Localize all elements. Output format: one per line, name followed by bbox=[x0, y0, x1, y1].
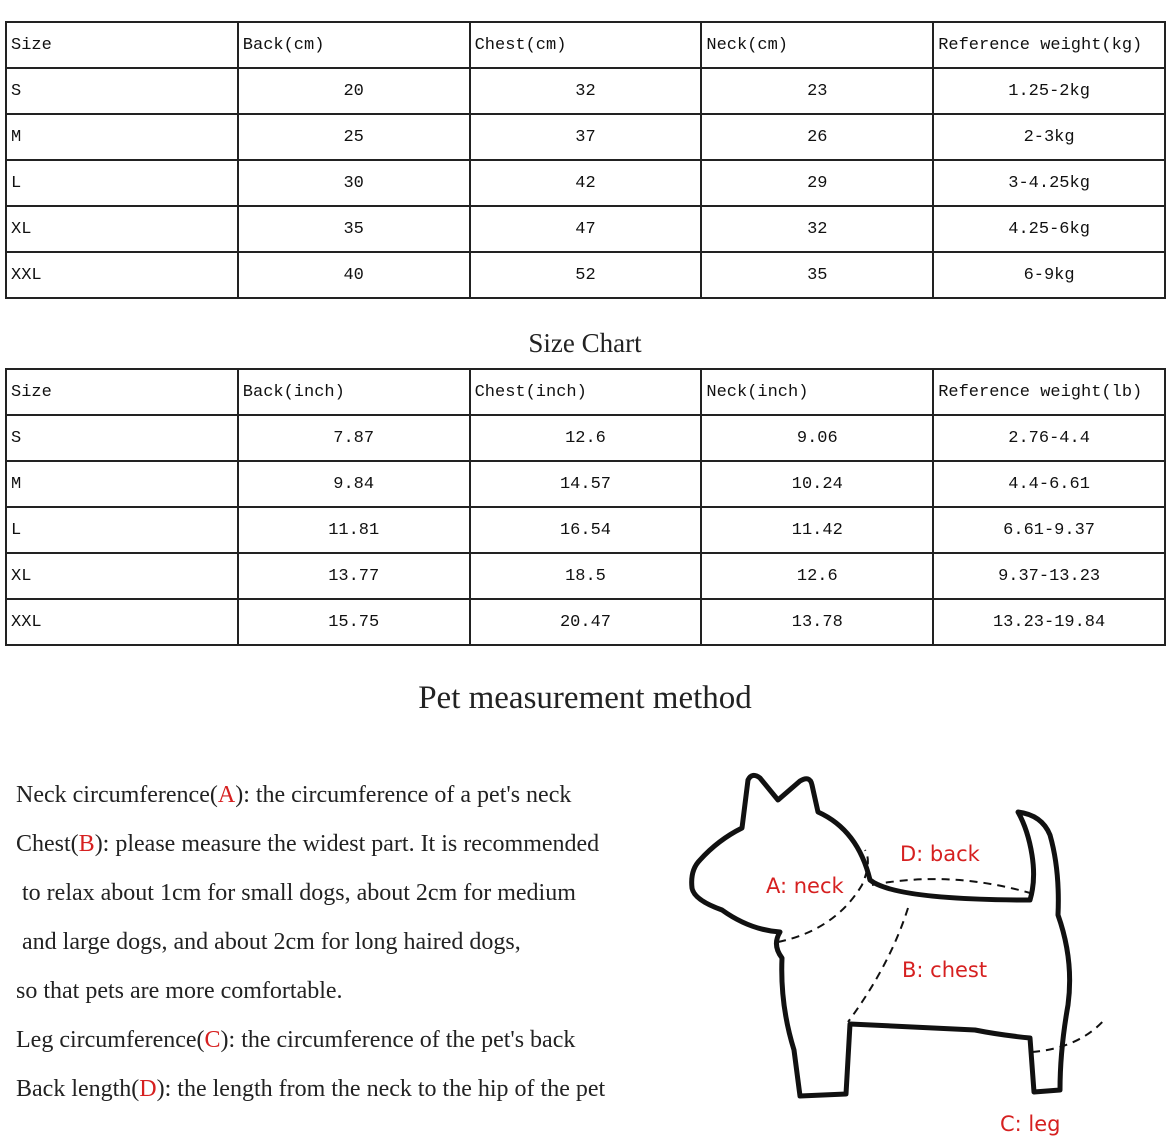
size-cell: XXL bbox=[6, 599, 238, 645]
header-row bbox=[6, 22, 1165, 68]
leg-measure-line bbox=[1032, 1018, 1106, 1052]
column-header: Back(inch) bbox=[238, 369, 470, 415]
value-cell: 35 bbox=[701, 252, 933, 298]
value-cell: 6.61-9.37 bbox=[933, 507, 1165, 553]
chest-description-line4: so that pets are more comfortable. bbox=[16, 978, 343, 1004]
value-cell: 37 bbox=[470, 114, 702, 160]
size-table-cm bbox=[5, 21, 1166, 299]
value-cell: 42 bbox=[470, 160, 702, 206]
value-cell: 2.76-4.4 bbox=[933, 415, 1165, 461]
value-cell: 32 bbox=[701, 206, 933, 252]
label-neck: A: neck bbox=[766, 874, 844, 898]
value-cell: 9.06 bbox=[701, 415, 933, 461]
value-cell: 47 bbox=[470, 206, 702, 252]
chest-measure-line bbox=[848, 908, 908, 1022]
column-header: Back(cm) bbox=[238, 22, 470, 68]
value-cell: 18.5 bbox=[470, 553, 702, 599]
value-cell: 9.84 bbox=[238, 461, 470, 507]
value-cell: 23 bbox=[701, 68, 933, 114]
table-row bbox=[6, 160, 1165, 206]
value-cell: 20 bbox=[238, 68, 470, 114]
value-cell: 2-3kg bbox=[933, 114, 1165, 160]
chest-description-line2: to relax about 1cm for small dogs, about 2cm for medium bbox=[22, 880, 576, 906]
value-cell: 35 bbox=[238, 206, 470, 252]
value-cell: 20.47 bbox=[470, 599, 702, 645]
size-cell: S bbox=[6, 415, 238, 461]
column-header: Reference weight(lb) bbox=[933, 369, 1165, 415]
table-row bbox=[6, 252, 1165, 298]
size-chart-caption: Size Chart bbox=[528, 328, 642, 358]
neck-description: Neck circumference(A): the circumference of a pet's neck bbox=[16, 782, 572, 808]
size-cell: S bbox=[6, 68, 238, 114]
value-cell: 11.42 bbox=[701, 507, 933, 553]
column-header: Chest(inch) bbox=[470, 369, 702, 415]
size-cell: XL bbox=[6, 206, 238, 252]
table-row bbox=[6, 68, 1165, 114]
value-cell: 3-4.25kg bbox=[933, 160, 1165, 206]
size-cell: L bbox=[6, 160, 238, 206]
value-cell: 25 bbox=[238, 114, 470, 160]
label-leg: C: leg bbox=[1000, 1112, 1061, 1136]
leg-description: Leg circumference(C): the circumference of the pet's back bbox=[16, 1027, 576, 1053]
value-cell: 13.23-19.84 bbox=[933, 599, 1165, 645]
column-header: Chest(cm) bbox=[470, 22, 702, 68]
value-cell: 9.37-13.23 bbox=[933, 553, 1165, 599]
header-row bbox=[6, 369, 1165, 415]
value-cell: 40 bbox=[238, 252, 470, 298]
value-cell: 1.25-2kg bbox=[933, 68, 1165, 114]
column-header: Size bbox=[6, 22, 238, 68]
value-cell: 12.6 bbox=[470, 415, 702, 461]
value-cell: 16.54 bbox=[470, 507, 702, 553]
value-cell: 15.75 bbox=[238, 599, 470, 645]
size-table-inch bbox=[5, 368, 1166, 646]
size-cell: M bbox=[6, 114, 238, 160]
chest-description-line3: and large dogs, and about 2cm for long haired dogs, bbox=[22, 929, 521, 955]
value-cell: 13.77 bbox=[238, 553, 470, 599]
size-cell: XXL bbox=[6, 252, 238, 298]
column-header: Reference weight(kg) bbox=[933, 22, 1165, 68]
table-row bbox=[6, 553, 1165, 599]
table-row bbox=[6, 206, 1165, 252]
table-row bbox=[6, 415, 1165, 461]
column-header: Neck(inch) bbox=[701, 369, 933, 415]
label-back: D: back bbox=[900, 842, 980, 866]
chest-description: Chest(B): please measure the widest part. It is recommended bbox=[16, 831, 600, 857]
dog-diagram bbox=[680, 765, 1160, 1137]
table-row bbox=[6, 461, 1165, 507]
value-cell: 30 bbox=[238, 160, 470, 206]
value-cell: 12.6 bbox=[701, 553, 933, 599]
value-cell: 32 bbox=[470, 68, 702, 114]
value-cell: 4.25-6kg bbox=[933, 206, 1165, 252]
label-chest: B: chest bbox=[902, 958, 988, 982]
measurement-method-title: Pet measurement method bbox=[418, 680, 752, 716]
back-description: Back length(D): the length from the neck to the hip of the pet bbox=[16, 1076, 606, 1102]
table-row bbox=[6, 507, 1165, 553]
column-header: Neck(cm) bbox=[701, 22, 933, 68]
table-row bbox=[6, 114, 1165, 160]
column-header: Size bbox=[6, 369, 238, 415]
value-cell: 4.4-6.61 bbox=[933, 461, 1165, 507]
value-cell: 10.24 bbox=[701, 461, 933, 507]
value-cell: 7.87 bbox=[238, 415, 470, 461]
size-cell: L bbox=[6, 507, 238, 553]
table-row bbox=[6, 599, 1165, 645]
size-cell: XL bbox=[6, 553, 238, 599]
value-cell: 6-9kg bbox=[933, 252, 1165, 298]
value-cell: 13.78 bbox=[701, 599, 933, 645]
value-cell: 29 bbox=[701, 160, 933, 206]
value-cell: 14.57 bbox=[470, 461, 702, 507]
size-cell: M bbox=[6, 461, 238, 507]
value-cell: 11.81 bbox=[238, 507, 470, 553]
value-cell: 26 bbox=[701, 114, 933, 160]
dog-outline bbox=[692, 775, 1070, 1096]
value-cell: 52 bbox=[470, 252, 702, 298]
